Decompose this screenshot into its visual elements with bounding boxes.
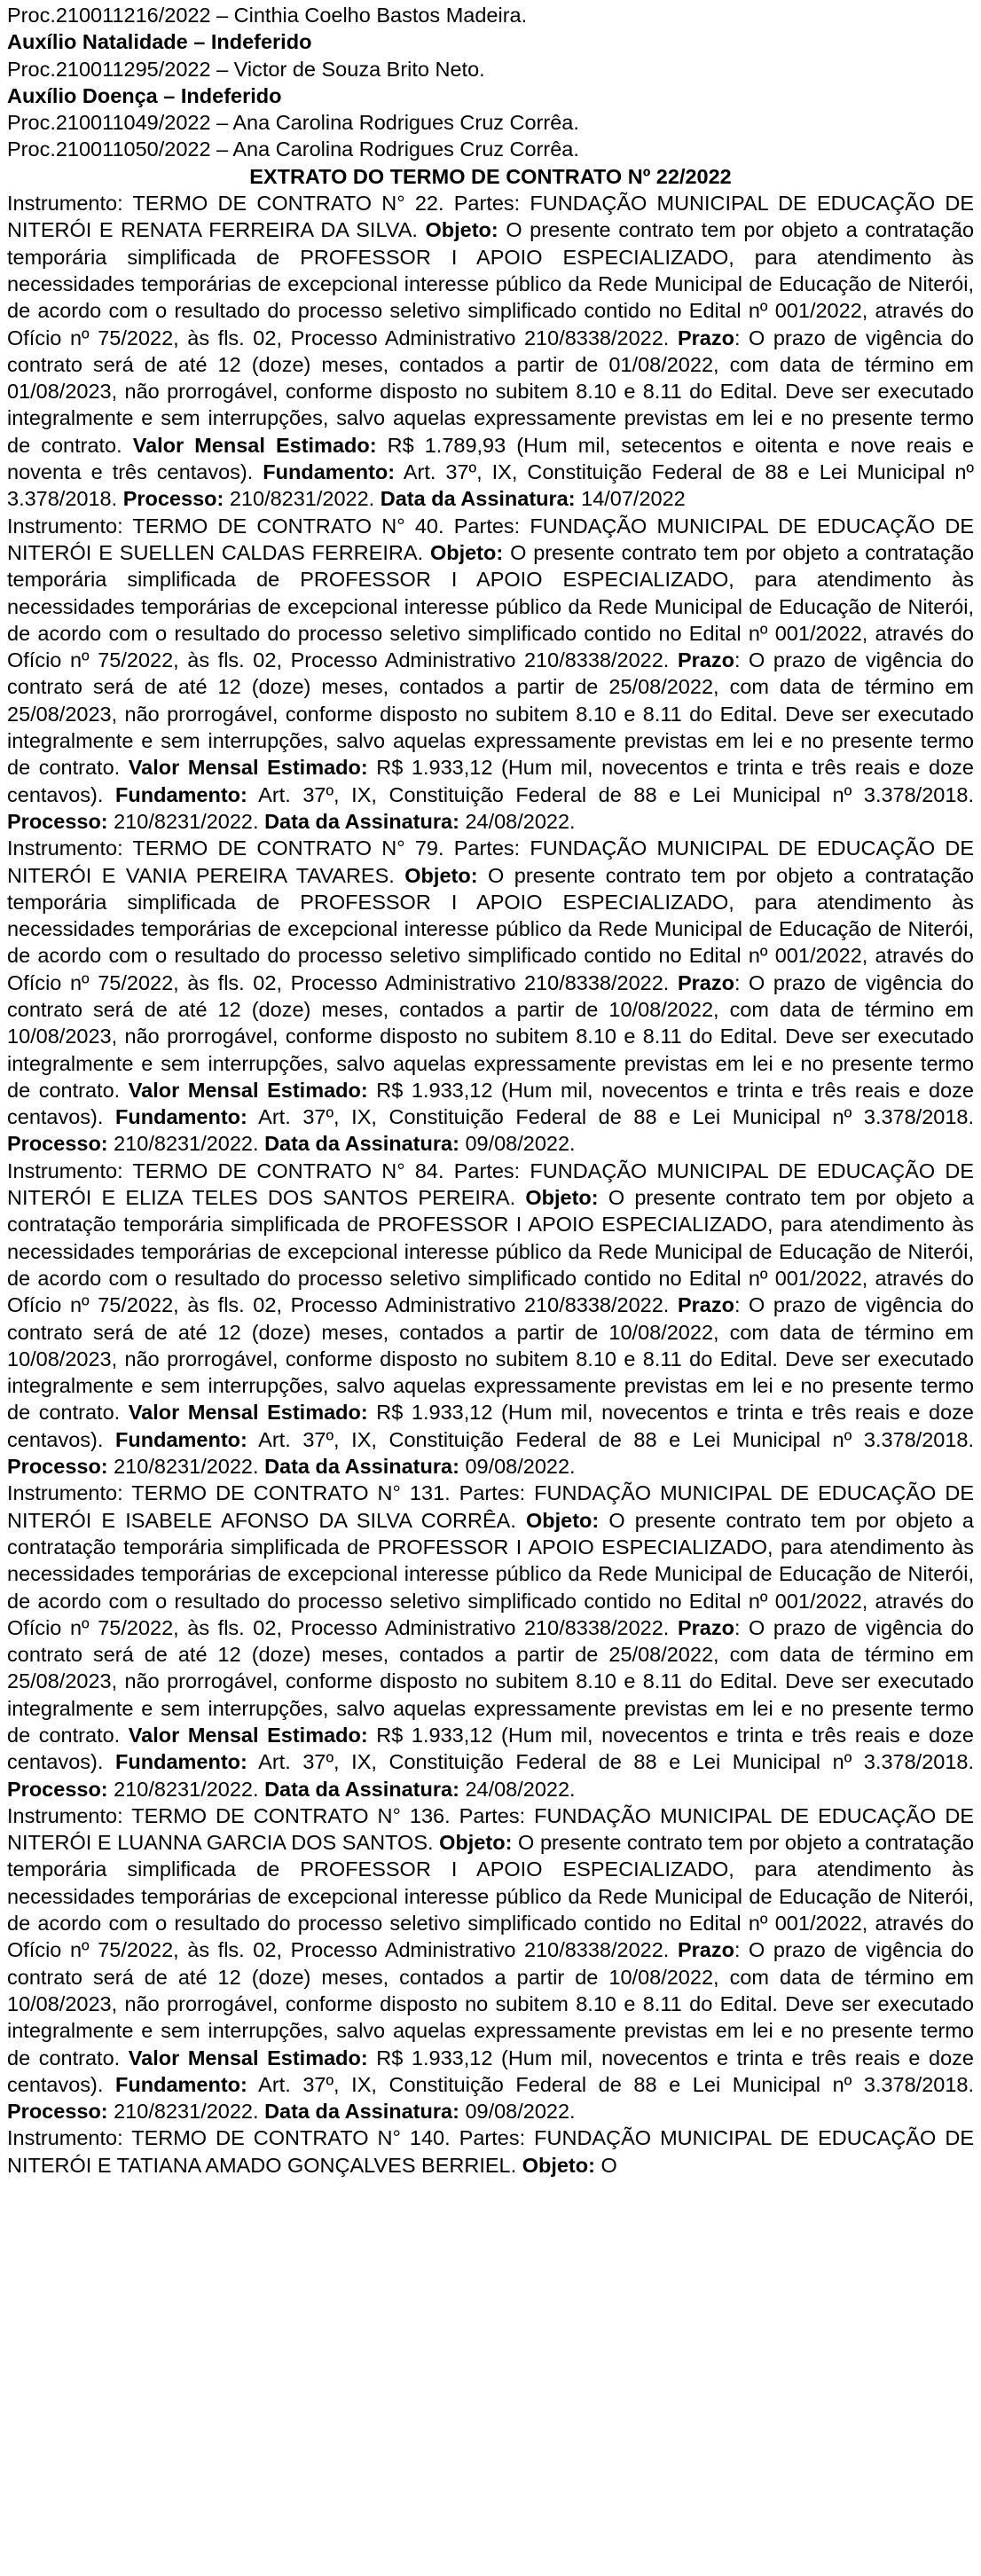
processo-text: 210/8231/2022. (229, 487, 375, 511)
data-label: Data da Assinatura: (264, 809, 459, 833)
valor-label: Valor Mensal Estimado: (128, 2046, 368, 2069)
header-line: Proc.210011216/2022 – Cinthia Coelho Bastos Madeira. (7, 4, 528, 27)
fundamento-text: Art. 37º, IX, Constituição Federal de 88 e Lei Municipal nº 3.378/2018. (258, 1750, 975, 1774)
prazo-text: : O prazo de vigência do contrato será de até 12 (doze) meses, contados a partir de 25/08/2022, com data de término em 25/08/2023, não prorrogável, conforme disposto no subitem 8.10 e 8.11 do Edital. Deve ser executado integralmente e sem interrupções, salvo aquelas expressamente previstas em lei e no presente termo de contrato. (7, 1615, 974, 1747)
fundamento-label: Fundamento: (115, 782, 247, 806)
objeto-text: O presente contrato tem por objeto a contratação temporária simplificada de PROFESSOR I APOIO ESPECIALIZADO, para atendimento às necessidades temporárias de excepcional interesse público da Rede Municipal de Educação de Niterói, de acordo com o resultado do processo seletivo simplificado contido no Edital nº 001/2022, através do Ofício nº 75/2022, às fls. 02, Processo Administrativo 210/8338/2022. (7, 218, 975, 349)
contract-paragraph (7, 1802, 974, 2125)
processo-text: 210/8231/2022. (114, 2100, 259, 2124)
prazo-label: Prazo (677, 1293, 734, 1317)
objeto-text: O presente contrato tem por objeto a contratação temporária simplificada de PROFESSOR I APOIO ESPECIALIZADO, para atendimento às necessidades temporárias de excepcional interesse público da Rede Municipal de Educação de Niterói, de acordo com o resultado do processo seletivo simplificado contido no Edital nº 001/2022, através do Ofício nº 75/2022, às fls. 02, Processo Administrativo 210/8338/2022. (7, 1186, 975, 1317)
valor-text: R$ 1.933,12 (Hum mil, novecentos e trinta e três reais e doze centavos). (7, 1401, 975, 1451)
fundamento-label: Fundamento: (115, 1750, 247, 1774)
contract-intro: Instrumento: TERMO DE CONTRATO N° 22. Partes: FUNDAÇÃO MUNICIPAL DE EDUCAÇÃO DE NITERÓI E RENATA FERREIRA DA SILVA. (7, 192, 974, 242)
data-text: 24/08/2022. (465, 1777, 576, 1801)
objeto-text: O presente contrato tem por objeto a contratação temporária simplificada de PROFESSOR I APOIO ESPECIALIZADO, para atendimento às necessidades temporárias de excepcional interesse público da Rede Municipal de Educação de Niterói, de acordo com o resultado do processo seletivo simplificado contido no Edital nº 001/2022, através do Ofício nº 75/2022, às fls. 02, Processo Administrativo 210/8338/2022. (7, 1508, 974, 1639)
fundamento-label: Fundamento: (115, 2072, 247, 2096)
prazo-text: : O prazo de vigência do contrato será de até 12 (doze) meses, contados a partir de 10/08/2022, com data de término em 10/08/2023, não prorrogável, conforme disposto no subitem 8.10 e 8.11 do Edital. Deve ser executado integralmente e sem interrupções, salvo aquelas expressamente previstas em lei e no presente termo de contrato. (7, 1938, 974, 2069)
contract-intro: Instrumento: TERMO DE CONTRATO N° 79. Partes: FUNDAÇÃO MUNICIPAL DE EDUCAÇÃO DE NITERÓI E VANIA PEREIRA TAVARES. (7, 836, 974, 887)
data-label: Data da Assinatura: (264, 1777, 459, 1801)
processo-text: 210/8231/2022. (114, 1777, 259, 1801)
contract-intro: Instrumento: TERMO DE CONTRATO N° 136. Partes: FUNDAÇÃO MUNICIPAL DE EDUCAÇÃO DE NITERÓI E LUANNA GARCIA DOS SANTOS. (7, 1803, 974, 1855)
processo-text: 210/8231/2022. (114, 809, 259, 833)
objeto-label: Objeto: (526, 1508, 600, 1532)
contract-paragraph (7, 1480, 974, 1802)
prazo-label: Prazo (677, 326, 734, 349)
objeto-label: Objeto: (429, 540, 504, 564)
contract-intro: Instrumento: TERMO DE CONTRATO N° 40. Partes: FUNDAÇÃO MUNICIPAL DE EDUCAÇÃO DE NITERÓI E SUELLEN CALDAS FERREIRA. (7, 514, 974, 564)
objeto-label: Objeto: (425, 218, 498, 242)
processo-label: Processo: (7, 2100, 108, 2124)
processo-label: Processo: (7, 1132, 108, 1156)
contracts-list (7, 190, 974, 2124)
data-label: Data da Assinatura: (264, 1455, 459, 1479)
objeto-label: Objeto: (522, 2153, 595, 2177)
data-label: Data da Assinatura: (264, 1132, 459, 1156)
data-text: 09/08/2022. (465, 1132, 576, 1156)
contract-intro: Instrumento: TERMO DE CONTRATO N° 84. Partes: FUNDAÇÃO MUNICIPAL DE EDUCAÇÃO DE NITERÓI E ELIZA TELES DOS SANTOS PEREIRA. (7, 1158, 974, 1210)
contract-paragraph (7, 513, 974, 836)
valor-text: R$ 1.933,12 (Hum mil, novecentos e trinta e três reais e doze centavos). (7, 1078, 975, 1129)
prazo-text: : O prazo de vigência do contrato será de até 12 (doze) meses, contados a partir de 10/08/2022, com data de término em 10/08/2023, não prorrogável, conforme disposto no subitem 8.10 e 8.11 do Edital. Deve ser executado integralmente e sem interrupções, salvo aquelas expressamente previstas em lei e no presente termo de contrato. (7, 1293, 974, 1425)
processo-label: Processo: (7, 809, 108, 833)
contract-intro: Instrumento: TERMO DE CONTRATO N° 131. Partes: FUNDAÇÃO MUNICIPAL DE EDUCAÇÃO DE NITERÓI E ISABELE AFONSO DA SILVA CORRÊA. (7, 1481, 974, 1532)
prazo-label: Prazo (677, 1938, 734, 1962)
processo-text: 210/8231/2022. (114, 1132, 259, 1156)
data-text: 14/07/2022 (581, 487, 686, 511)
objeto-text: O presente contrato tem por objeto a contratação temporária simplificada de PROFESSOR I APOIO ESPECIALIZADO, para atendimento às necessidades temporárias de excepcional interesse público da Rede Municipal de Educação de Niterói, de acordo com o resultado do processo seletivo simplificado contido no Edital nº 001/2022, através do Ofício nº 75/2022, às fls. 02, Processo Administrativo 210/8338/2022. (7, 540, 975, 672)
fundamento-text: Art. 37º, IX, Constituição Federal de 88 e Lei Municipal nº 3.378/2018. (7, 460, 975, 511)
processo-text: 210/8231/2022. (114, 1455, 259, 1479)
valor-label: Valor Mensal Estimado: (128, 1401, 368, 1425)
data-text: 09/08/2022. (465, 1455, 576, 1479)
fundamento-label: Fundamento: (115, 1105, 247, 1129)
valor-text: R$ 1.933,12 (Hum mil, novecentos e trinta e três reais e doze centavos). (7, 756, 975, 806)
valor-label: Valor Mensal Estimado: (128, 1724, 368, 1747)
valor-text: R$ 1.789,93 (Hum mil, setecentos e oitenta e nove reais e noventa e três centavos). (7, 433, 974, 484)
data-text: 09/08/2022. (465, 2100, 576, 2124)
fundamento-text: Art. 37º, IX, Constituição Federal de 88 e Lei Municipal nº 3.378/2018. (258, 2072, 975, 2096)
objeto-label: Objeto: (439, 1831, 513, 1855)
fundamento-label: Fundamento: (115, 1427, 247, 1451)
objeto-label: Objeto: (404, 863, 478, 887)
header-line: Proc.210011295/2022 – Victor de Souza Brito Neto. (7, 57, 485, 81)
contract-intro: Instrumento: TERMO DE CONTRATO N° 140. Partes: FUNDAÇÃO MUNICIPAL DE EDUCAÇÃO DE NITERÓI E TATIANA AMADO GONÇALVES BERRIEL. (7, 2126, 974, 2177)
valor-label: Valor Mensal Estimado: (128, 1078, 368, 1102)
data-label: Data da Assinatura: (380, 487, 576, 511)
objeto-text: O presente contrato tem por objeto a contratação temporária simplificada de PROFESSOR I APOIO ESPECIALIZADO, para atendimento às necessidades temporárias de excepcional interesse público da Rede Municipal de Educação de Niterói, de acordo com o resultado do processo seletivo simplificado contido no Edital nº 001/2022, através do Ofício nº 75/2022, às fls. 02, Processo Administrativo 210/8338/2022. (7, 1831, 975, 1962)
valor-label: Valor Mensal Estimado: (128, 756, 368, 780)
header-block (7, 2, 974, 163)
data-label: Data da Assinatura: (264, 2100, 459, 2124)
processo-label: Processo: (122, 487, 224, 511)
prazo-label: Prazo (677, 1615, 734, 1639)
prazo-label: Prazo (677, 970, 734, 994)
prazo-text: : O prazo de vigência do contrato será de até 12 (doze) meses, contados a partir de 25/08/2022, com data de término em 25/08/2023, não prorrogável, conforme disposto no subitem 8.10 e 8.11 do Edital. Deve ser executado integralmente e sem interrupções, salvo aquelas expressamente previstas em lei e no presente termo de contrato. (7, 648, 974, 780)
objeto-text: O presente contrato tem por objeto a contratação temporária simplificada de PROFESSOR I APOIO ESPECIALIZADO, para atendimento às necessidades temporárias de excepcional interesse público da Rede Municipal de Educação de Niterói, de acordo com o resultado do processo seletivo simplificado contido no Edital nº 001/2022, através do Ofício nº 75/2022, às fls. 02, Processo Administrativo 210/8338/2022. (7, 863, 975, 994)
contract-paragraph (7, 835, 974, 1158)
fundamento-text: Art. 37º, IX, Constituição Federal de 88 e Lei Municipal nº 3.378/2018. (258, 782, 975, 806)
header-line: Auxílio Doença – Indeferido (7, 83, 282, 107)
fundamento-text: Art. 37º, IX, Constituição Federal de 88 e Lei Municipal nº 3.378/2018. (258, 1427, 975, 1451)
objeto-label: Objeto: (525, 1186, 599, 1210)
prazo-text: : O prazo de vigência do contrato será de até 12 (doze) meses, contados a partir de 01/08/2022, com data de término em 01/08/2023, não prorrogável, conforme disposto no subitem 8.10 e 8.11 do Edital. Deve ser executado integralmente e sem interrupções, salvo aquelas expressamente previstas em lei e no presente termo de contrato. (7, 326, 974, 457)
objeto-text: O (600, 2153, 617, 2177)
header-line: Proc.210011049/2022 – Ana Carolina Rodrigues Cruz Corrêa. (7, 111, 579, 135)
data-text: 24/08/2022. (465, 809, 576, 833)
header-line: Proc.210011050/2022 – Ana Carolina Rodrigues Cruz Corrêa. (7, 137, 579, 161)
contract-paragraph (7, 190, 974, 513)
fundamento-label: Fundamento: (263, 460, 396, 484)
document-title: EXTRATO DO TERMO DE CONTRATO Nº 22/2022 (249, 164, 732, 188)
contract-paragraph-partial (7, 2124, 974, 2179)
valor-text: R$ 1.933,12 (Hum mil, novecentos e trinta e três reais e doze centavos). (7, 1724, 975, 1774)
prazo-text: : O prazo de vigência do contrato será de até 12 (doze) meses, contados a partir de 10/08/2022, com data de término em 10/08/2023, não prorrogável, conforme disposto no subitem 8.10 e 8.11 do Edital. Deve ser executado integralmente e sem interrupções, salvo aquelas expressamente previstas em lei e no presente termo de contrato. (7, 970, 974, 1102)
header-line: Auxílio Natalidade – Indeferido (7, 30, 312, 54)
fundamento-text: Art. 37º, IX, Constituição Federal de 88 e Lei Municipal nº 3.378/2018. (258, 1105, 975, 1129)
processo-label: Processo: (7, 1455, 108, 1479)
valor-label: Valor Mensal Estimado: (132, 433, 377, 457)
processo-label: Processo: (7, 1777, 108, 1801)
contract-paragraph (7, 1158, 974, 1480)
valor-text: R$ 1.933,12 (Hum mil, novecentos e trinta e três reais e doze centavos). (7, 2046, 975, 2096)
prazo-label: Prazo (677, 648, 734, 672)
